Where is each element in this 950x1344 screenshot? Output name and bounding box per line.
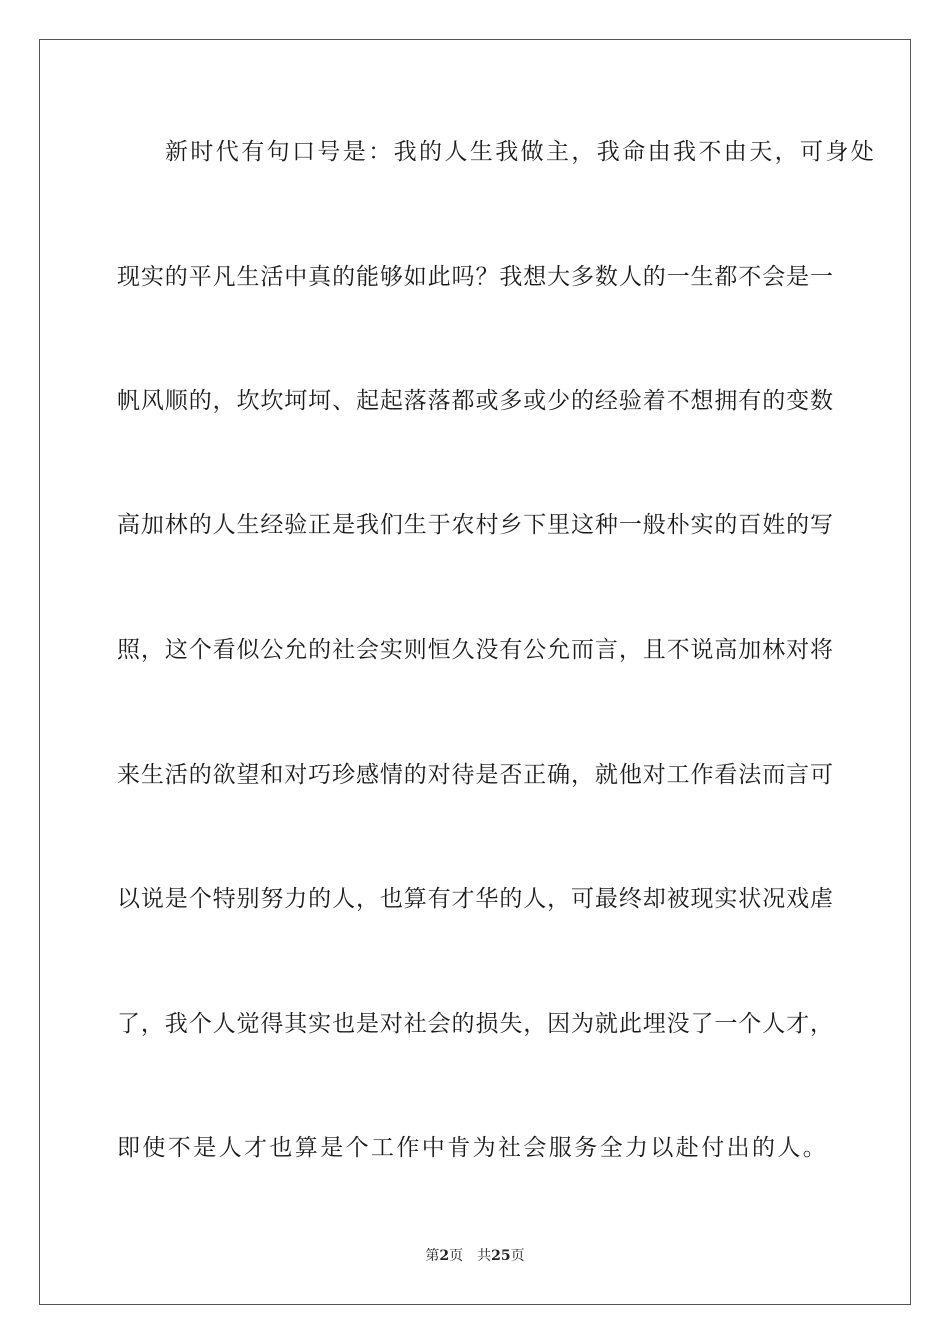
text-line-9: 即使不是人才也算是个工作中肯为社会服务全力以赴付出的人。 [117,1135,829,1161]
page-frame [39,39,911,1305]
text-line-5: 照，这个看似公允的社会实则恒久没有公允而言，且不说高加林对将 [117,637,833,663]
text-line-6: 来生活的欲望和对巧珍感情的对待是否正确，就他对工作看法而言可 [117,762,833,788]
text-line-3: 帆风顺的，坎坎坷坷、起起落落都或多或少的经验着不想拥有的变数 [117,388,833,414]
text-line-2: 现实的平凡生活中真的能够如此吗？我想大多数人的一生都不会是一 [117,264,833,290]
page-footer [0,1246,950,1266]
total-pages: 25 [491,1248,511,1264]
page-suffix: 页 [449,1248,464,1264]
text-line-4: 高加林的人生经验正是我们生于农村乡下里这种一般朴实的百姓的写 [117,512,833,538]
total-prefix: 共 [477,1248,492,1264]
total-suffix: 页 [510,1248,525,1264]
text-line-8: 了，我个人觉得其实也是对社会的损失，因为就此埋没了一个人才， [117,1011,833,1037]
page-prefix: 第 [425,1248,440,1264]
text-line-1: 新时代有句口号是：我的人生我做主，我命由我不由天，可身处 [165,139,877,165]
text-line-7: 以说是个特别努力的人，也算有才华的人，可最终却被现实状况戏虐 [117,886,833,912]
page-number: 2 [439,1248,450,1264]
